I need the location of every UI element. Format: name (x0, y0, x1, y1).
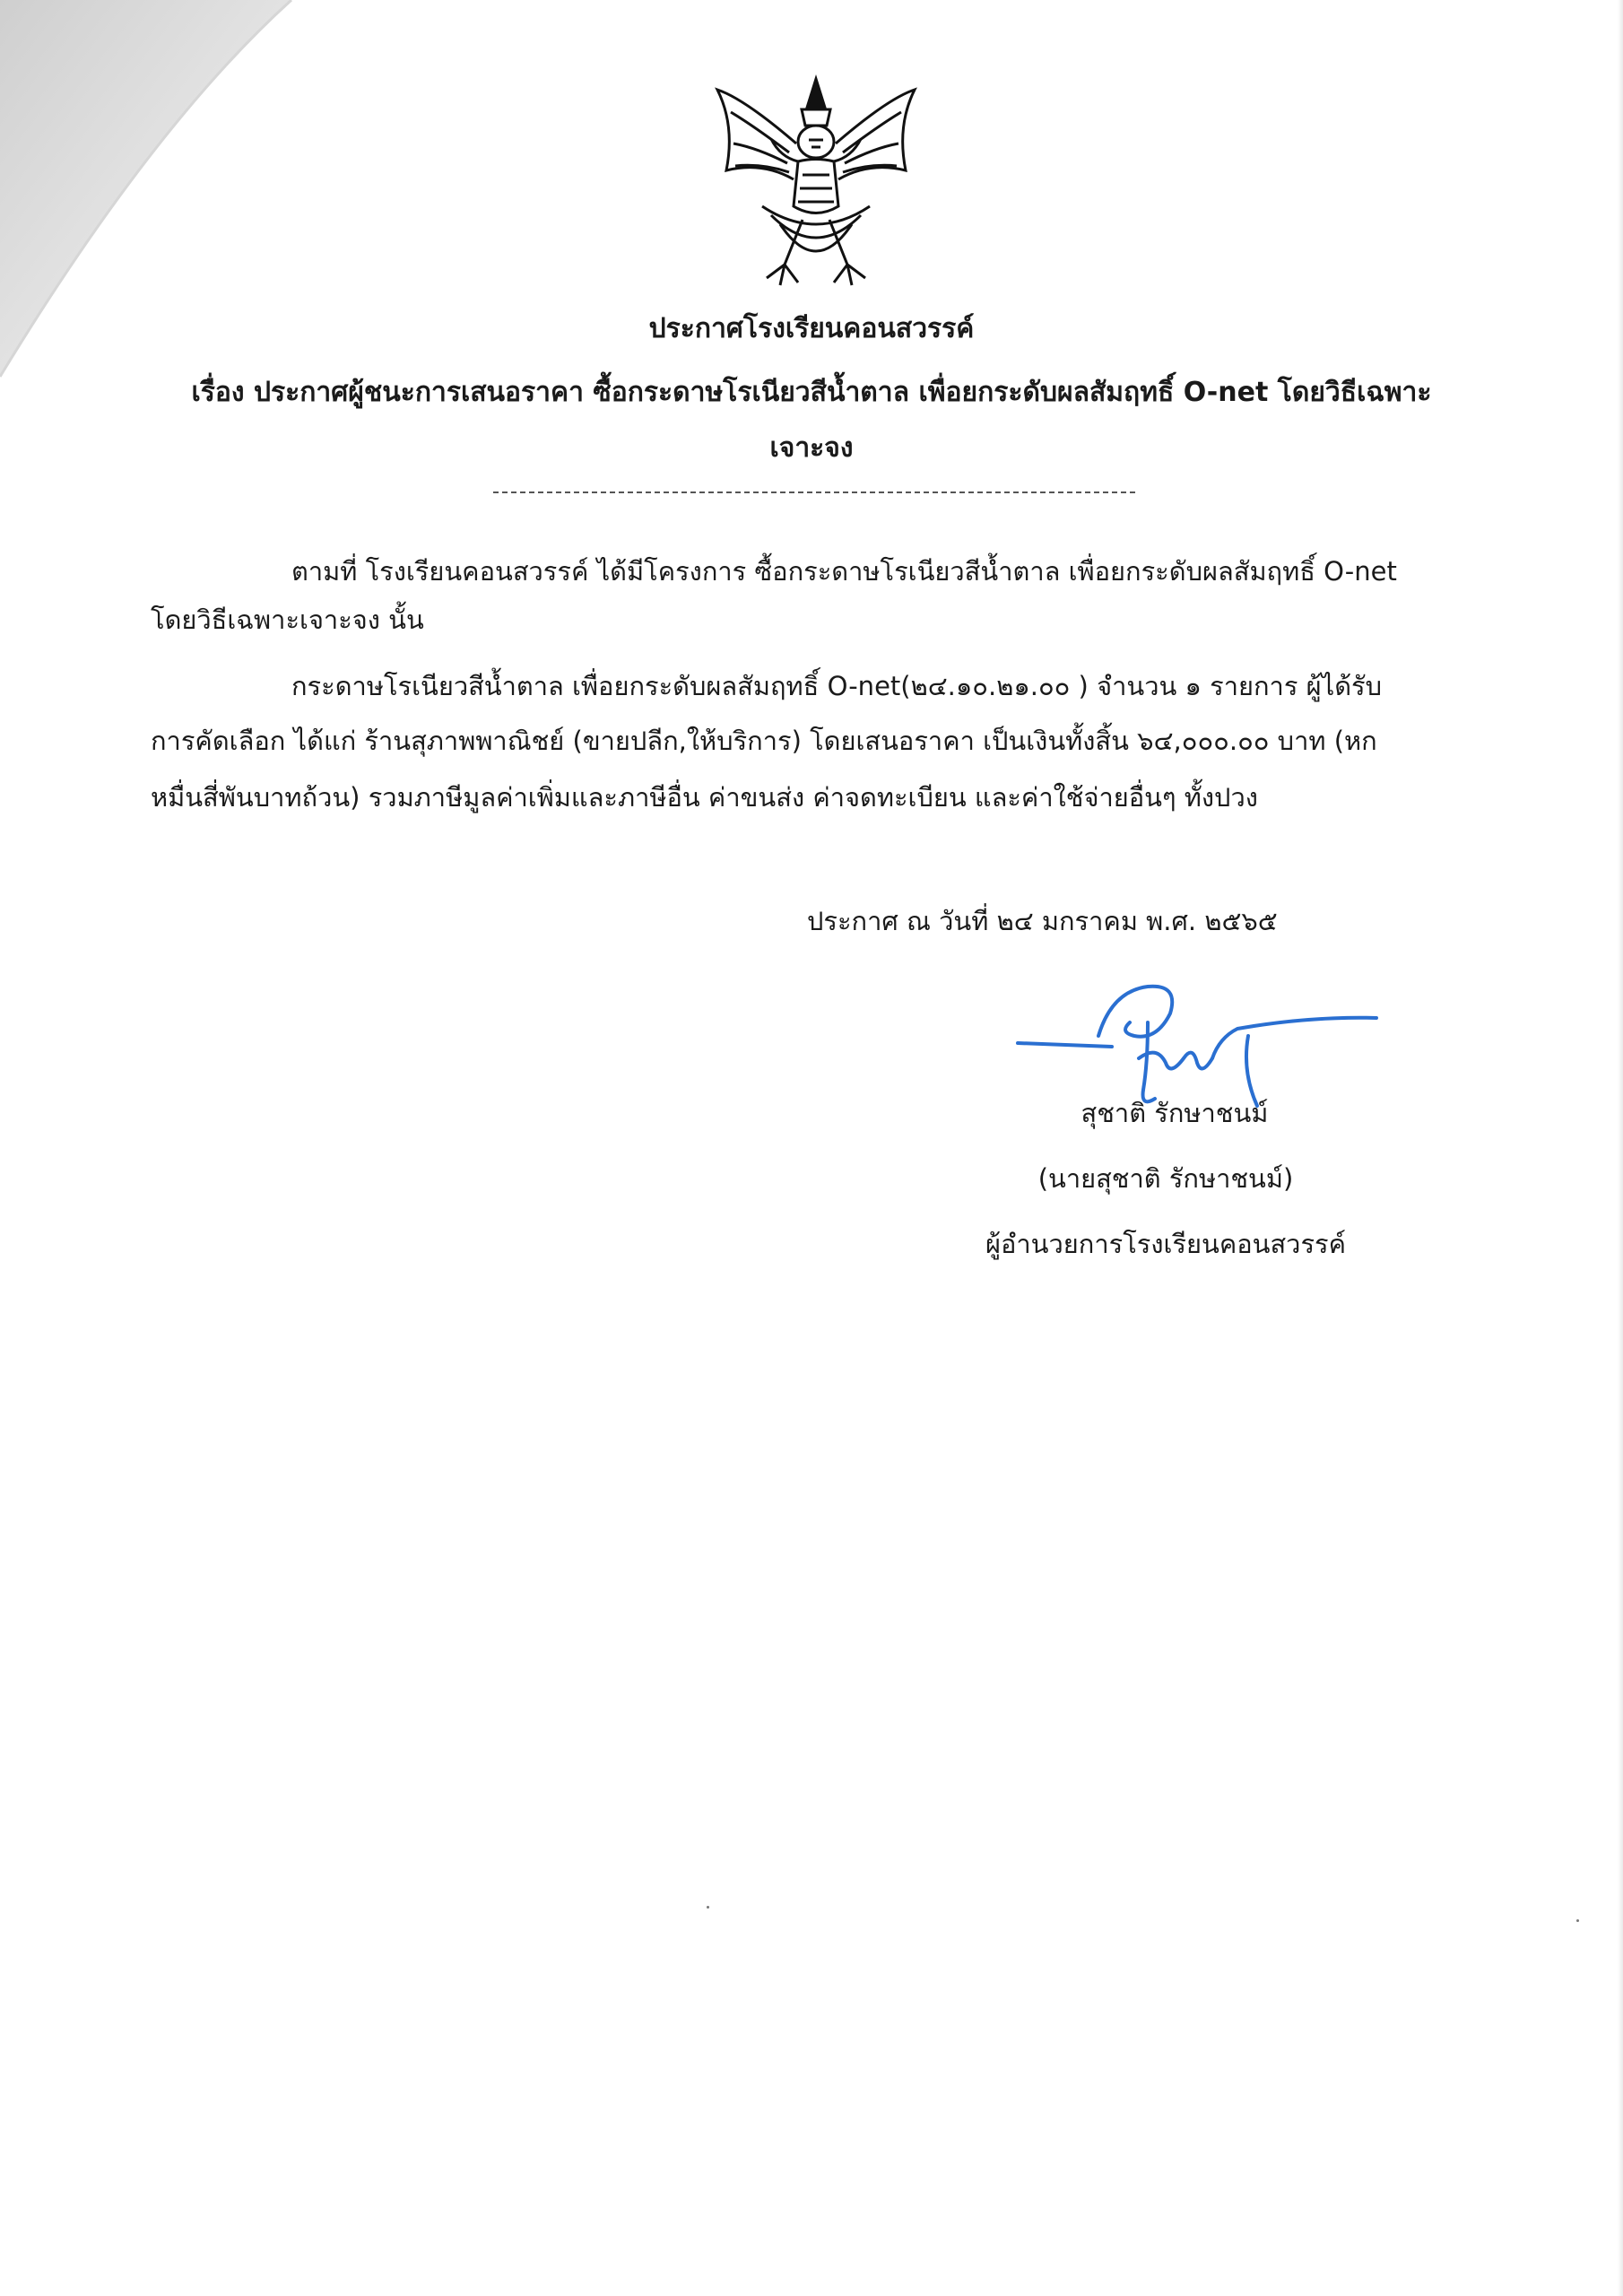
document-title: ประกาศโรงเรียนคอนสวรรค์ (648, 313, 975, 344)
signatory-position: ผู้อำนวยการโรงเรียนคอนสวรรค์ (985, 1229, 1346, 1259)
handwritten-signature (1013, 973, 1390, 1117)
page-right-edge (1618, 0, 1623, 2296)
body-paragraph-2-line-2: การคัดเลือก ได้แก่ ร้านสุภาพพาณิชย์ (ขายปลีก,ให้บริการ) โดยเสนอราคา เป็นเงินทั้งสิ้น ๖๔,๐๐๐.๐๐ บาท (หก (151, 726, 1377, 756)
scan-speck (1576, 1919, 1579, 1922)
body-paragraph-2-line-1: กระดาษโรเนียวสีน้ำตาล เพื่อยกระดับผลสัมฤทธิ์ O-net(๒๔.๑๐.๒๑.๐๐ ) จำนวน ๑ รายการ ผู้ได้รับ (291, 671, 1383, 701)
garuda-emblem-icon (708, 72, 924, 296)
body-paragraph-1-line-2: โดยวิธีเฉพาะเจาะจง นั้น (151, 604, 424, 635)
signatory-name: สุชาติ รักษาชนม์ (1081, 1098, 1269, 1128)
document-subject: เรื่อง ประกาศผู้ชนะการเสนอราคา ซื้อกระดาษโรเนียวสีน้ำตาล เพื่อยกระดับผลสัมฤทธิ์ O-net โดยวิธีเฉพาะ (191, 377, 1432, 408)
scan-speck (707, 1906, 709, 1909)
dashed-divider (493, 491, 1135, 493)
document-subject-continued: เจาะจง (769, 432, 854, 464)
body-paragraph-2-line-3: หมื่นสี่พันบาทถ้วน) รวมภาษีมูลค่าเพิ่มและภาษีอื่น ค่าขนส่ง ค่าจดทะเบียน และค่าใช้จ่ายอื่นๆ ทั้งปวง (151, 782, 1258, 813)
signatory-full-name: (นายสุชาติ รักษาชนม์) (1037, 1163, 1294, 1194)
body-paragraph-1-line-1: ตามที่ โรงเรียนคอนสวรรค์ ได้มีโครงการ ซื้อกระดาษโรเนียวสีน้ำตาล เพื่อยกระดับผลสัมฤทธิ์ O-net (291, 556, 1397, 587)
announcement-date: ประกาศ ณ วันที่ ๒๔ มกราคม พ.ศ. ๒๕๖๕ (807, 906, 1278, 936)
